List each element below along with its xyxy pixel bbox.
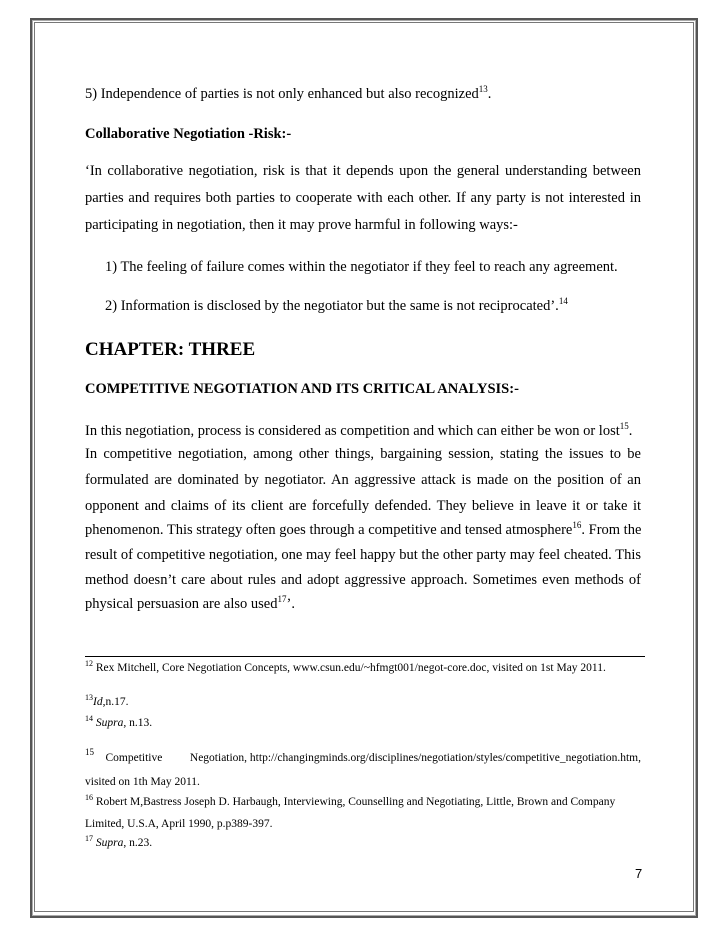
footnote-13: $^{13}$Id,n.17. (85, 693, 129, 708)
paragraph-line: parties and requires both parties to cooperate with each other. If any party is not interested in (85, 190, 641, 206)
paragraph-line: participating in negotiation, then it may prove harmful in following ways:- (85, 217, 518, 233)
footnote-separator (85, 656, 645, 657)
footnote-ref-17: 17 (277, 594, 287, 604)
footnote-ref-13: 13 (478, 84, 488, 94)
chapter-title: CHAPTER: THREE (85, 339, 256, 360)
paragraph-line: phenomenon. This strategy often goes through a competitive and tensed atmosphere$^{16}$. From the (85, 520, 642, 538)
section-heading-risk: Collaborative Negotiation -Risk:- (85, 126, 292, 142)
footnote-ref-14: 14 (558, 296, 568, 306)
section-heading-competitive: COMPETITIVE NEGOTIATION AND ITS CRITICAL ANALYSIS:- (85, 381, 519, 397)
paragraph-line: ‘In collaborative negotiation, risk is that it depends upon the general understanding between (85, 163, 641, 179)
footnote-15-line2: visited on 1th May 2011. (85, 776, 200, 788)
footnote-16-line2: Limited, U.S.A, April 1990, p.p389-397. (85, 818, 273, 830)
footnote-14: $^{14}$ Supra, n.13. (85, 714, 153, 729)
footnote-ref-16: 16 (572, 520, 582, 530)
footnote-ref-15: 15 (619, 421, 629, 431)
list-item-5: 5) Independence of parties is not only enhanced but also recognized$^{13}$. (85, 84, 492, 102)
footnote-12: $^{12}$ Rex Mitchell, Core Negotiation Concepts, www.csun.edu/~hfmgt001/negot-core.doc, visited on 1st May 2011. (85, 659, 606, 674)
paragraph-line: opponent and claims of its client are forcefully defended. They believe in leave it or take it (85, 498, 641, 514)
footnote-16: $^{16}$ Robert M,Bastress Joseph D. Harbaugh, Interviewing, Counselling and Negotiating, Little, Brown and Company (85, 793, 616, 808)
paragraph-line: In this negotiation, process is considered as competition and which can either be won or lost$^{15}$. (85, 421, 633, 439)
paragraph-line: formulated are dominated by negotiator. An aggressive attack is made on the position of an (85, 472, 641, 488)
risk-item-2: 2) Information is disclosed by the negotiator but the same is not reciprocated’.$^{14}$ (105, 296, 568, 314)
paragraph-line: In competitive negotiation, among other things, bargaining session, stating the issues to be (85, 446, 641, 462)
risk-item-1: 1) The feeling of failure comes within the negotiator if they feel to reach any agreement. (105, 259, 618, 275)
paragraph-line: physical persuasion are also used$^{17}$’. (85, 594, 295, 612)
paragraph-line: result of competitive negotiation, one may feel happy but the other party may feel cheated. This (85, 547, 641, 563)
footnote-15: $^{15}$ Competitive Negotiation, http://changingminds.org/disciplines/negotiation/styles/competitive_negotiation.htm, (85, 747, 641, 764)
footnote-17: $^{17}$ Supra, n.23. (85, 834, 153, 849)
paragraph-line: method doesn’t care about rules and adopt aggressive approach. Sometimes even methods of (85, 572, 641, 588)
page-number: 7 (635, 866, 643, 881)
